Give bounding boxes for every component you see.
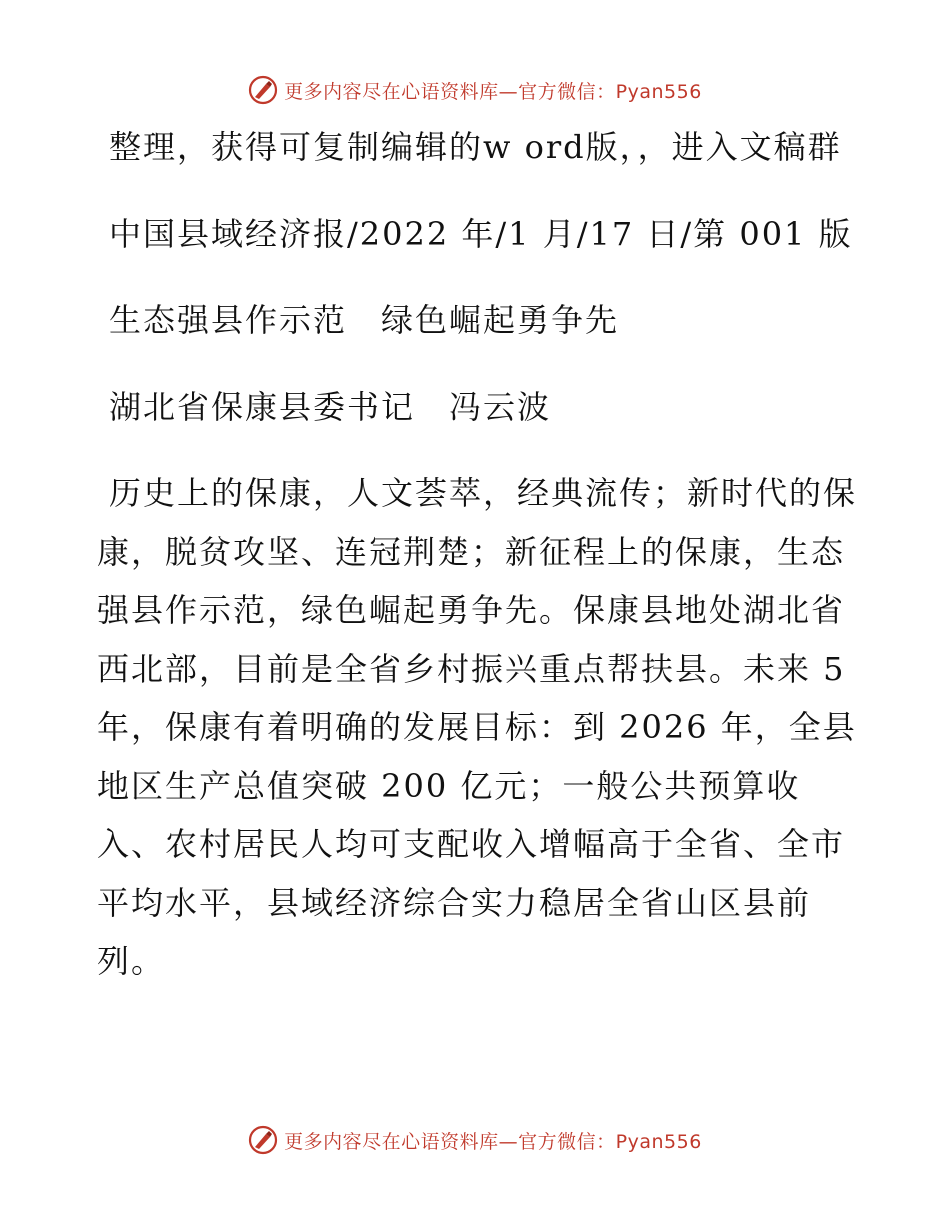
header-watermark-text: 更多内容尽在心语资料库—官方微信：Pyan556 xyxy=(284,80,702,103)
author-line: 湖北省保康县委书记 冯云波 xyxy=(109,387,552,426)
pen-logo-icon xyxy=(248,1125,278,1155)
header-watermark-banner xyxy=(0,70,950,110)
source-line: 中国县域经济报/2022 年/1 月/17 日/第 001 版 xyxy=(109,214,853,253)
article-title: 生态强县作示范 绿色崛起勇争先 xyxy=(109,301,620,339)
document-body xyxy=(97,118,857,991)
intro-paragraph: 整理，获得可复制编辑的w ord版，，进入文稿群 xyxy=(109,128,842,166)
body-paragraph: 历史上的保康，人文荟萃，经典流传；新时代的保康，脱贫攻坚、连冠荆楚；新征程上的保康，生态强县作示范，绿色崛起勇争先。保康县地处湖北省西北部，目前是全省乡村振兴重点帮扶县。未来 5 年，保康有着明确的发展目标：到 2026 年，全县地区生产总值突破 200 亿元；一般公共预算收入、农村居民人均可支配收入增幅高于全省、全市平均水平，县域经济综合实力稳居全省山区县前列。 xyxy=(97,474,858,980)
pen-logo-icon xyxy=(248,75,278,105)
footer-watermark-banner xyxy=(0,1120,950,1160)
footer-watermark-text: 更多内容尽在心语资料库—官方微信：Pyan556 xyxy=(284,1130,702,1153)
